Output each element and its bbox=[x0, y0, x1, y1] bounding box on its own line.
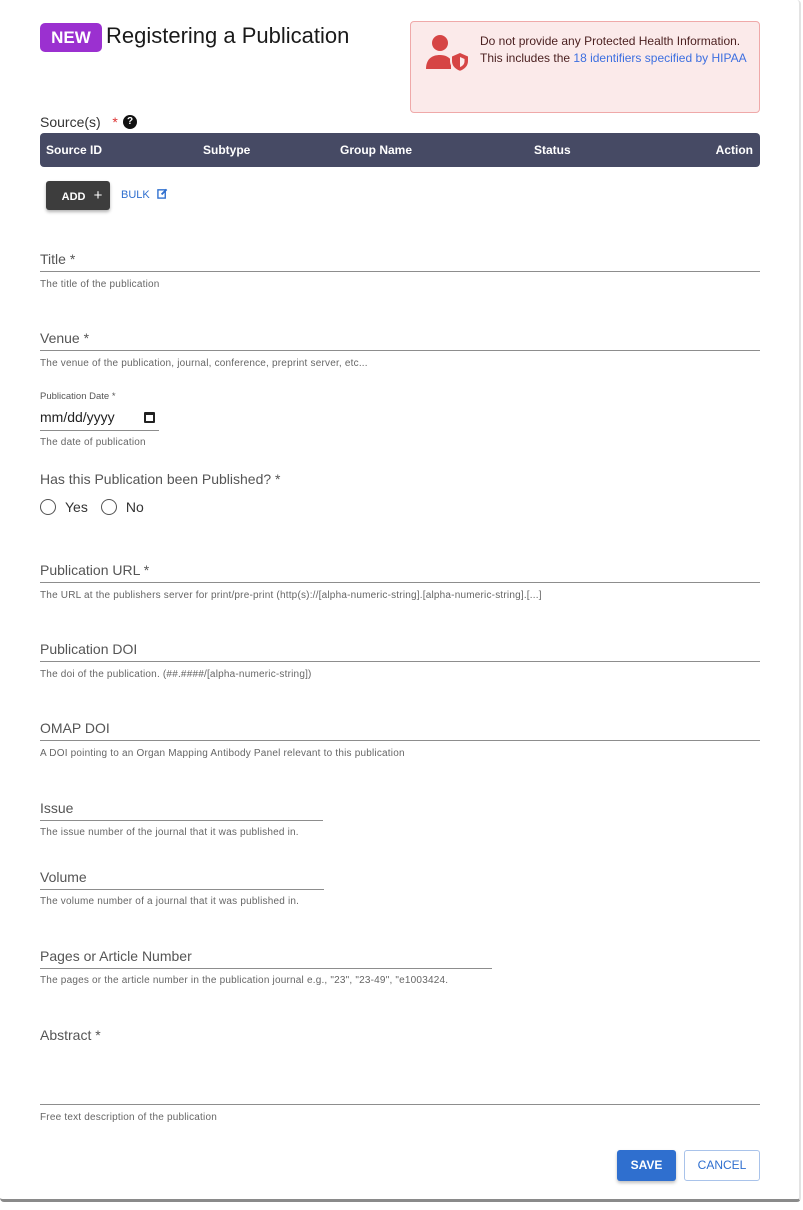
abstract-helper: Free text description of the publication bbox=[40, 1112, 217, 1123]
publication-date-label: Publication Date * bbox=[40, 391, 116, 402]
bulk-add-button[interactable]: BULK bbox=[121, 188, 168, 201]
published-label: Has this Publication been Published? * bbox=[40, 471, 281, 487]
calendar-icon[interactable] bbox=[144, 412, 155, 423]
alert-line-1: Do not provide any Protected Health Information. bbox=[480, 34, 741, 48]
issue-helper: The issue number of the journal that it was published in. bbox=[40, 827, 299, 838]
publication-url-label: Publication URL * bbox=[40, 562, 150, 578]
add-source-button[interactable]: ADD + bbox=[46, 181, 110, 210]
venue-input[interactable] bbox=[40, 350, 760, 351]
sources-table-header bbox=[40, 133, 760, 167]
omap-doi-label: OMAP DOI bbox=[40, 720, 110, 736]
save-button[interactable]: SAVE bbox=[617, 1150, 676, 1181]
volume-label: Volume bbox=[40, 869, 87, 885]
page-title: Registering a Publication bbox=[106, 23, 350, 48]
publication-doi-helper: The doi of the publication. (##.####/[alpha-numeric-string]) bbox=[40, 669, 312, 680]
issue-input[interactable] bbox=[40, 820, 323, 821]
new-badge: NEW bbox=[40, 23, 102, 52]
cancel-button[interactable]: CANCEL bbox=[684, 1150, 760, 1181]
volume-helper: The volume number of a journal that it was published in. bbox=[40, 896, 300, 907]
pages-helper: The pages or the article number in the publication journal e.g., "23", "23-49", "e1003424. bbox=[40, 975, 449, 986]
published-yes-label[interactable]: Yes bbox=[65, 499, 88, 515]
title-label: Title * bbox=[40, 251, 76, 267]
alert-message bbox=[480, 33, 750, 67]
hipaa-identifiers-link[interactable]: 18 identifiers specified by HIPAA bbox=[573, 51, 747, 65]
publication-doi-label: Publication DOI bbox=[40, 641, 138, 657]
sources-label: Source(s) * bbox=[40, 114, 118, 130]
publication-url-helper: The URL at the publishers server for print/pre-print (http(s)://[alpha-numeric-string].[alpha-numeric-string].[...] bbox=[40, 590, 542, 601]
venue-helper: The venue of the publication, journal, conference, preprint server, etc... bbox=[40, 358, 368, 369]
published-no-label[interactable]: No bbox=[125, 499, 144, 515]
pages-input[interactable] bbox=[40, 968, 492, 969]
column-group-name[interactable]: Group Name bbox=[340, 143, 413, 157]
volume-input[interactable] bbox=[40, 889, 324, 890]
alert-line-2: This includes the bbox=[480, 51, 574, 65]
omap-doi-helper: A DOI pointing to an Organ Mapping Antibody Panel relevant to this publication bbox=[40, 748, 405, 759]
issue-label: Issue bbox=[40, 800, 74, 816]
abstract-textarea[interactable] bbox=[40, 1045, 760, 1105]
published-no-radio[interactable] bbox=[101, 499, 117, 515]
user-shield-icon bbox=[424, 33, 472, 73]
title-input[interactable] bbox=[40, 271, 760, 272]
plus-icon: + bbox=[93, 187, 103, 204]
title-helper: The title of the publication bbox=[40, 279, 160, 290]
help-icon[interactable]: ? bbox=[123, 115, 137, 129]
edit-icon bbox=[157, 188, 168, 199]
published-radio-group bbox=[40, 499, 144, 515]
column-subtype[interactable]: Subtype bbox=[203, 143, 251, 157]
column-source-id[interactable]: Source ID bbox=[46, 143, 103, 157]
column-status[interactable]: Status bbox=[534, 143, 571, 157]
publication-doi-input[interactable] bbox=[40, 661, 760, 662]
publication-date-input[interactable]: mm/dd/yyyy bbox=[40, 409, 159, 431]
omap-doi-input[interactable] bbox=[40, 740, 760, 741]
venue-label: Venue * bbox=[40, 330, 90, 346]
abstract-label: Abstract * bbox=[40, 1027, 101, 1043]
required-marker: * bbox=[112, 114, 118, 130]
pages-label: Pages or Article Number bbox=[40, 948, 192, 964]
column-action[interactable]: Action bbox=[715, 143, 753, 157]
publication-date-helper: The date of publication bbox=[40, 437, 146, 448]
phi-alert bbox=[410, 21, 760, 113]
publication-url-input[interactable] bbox=[40, 582, 760, 583]
published-yes-radio[interactable] bbox=[40, 499, 56, 515]
